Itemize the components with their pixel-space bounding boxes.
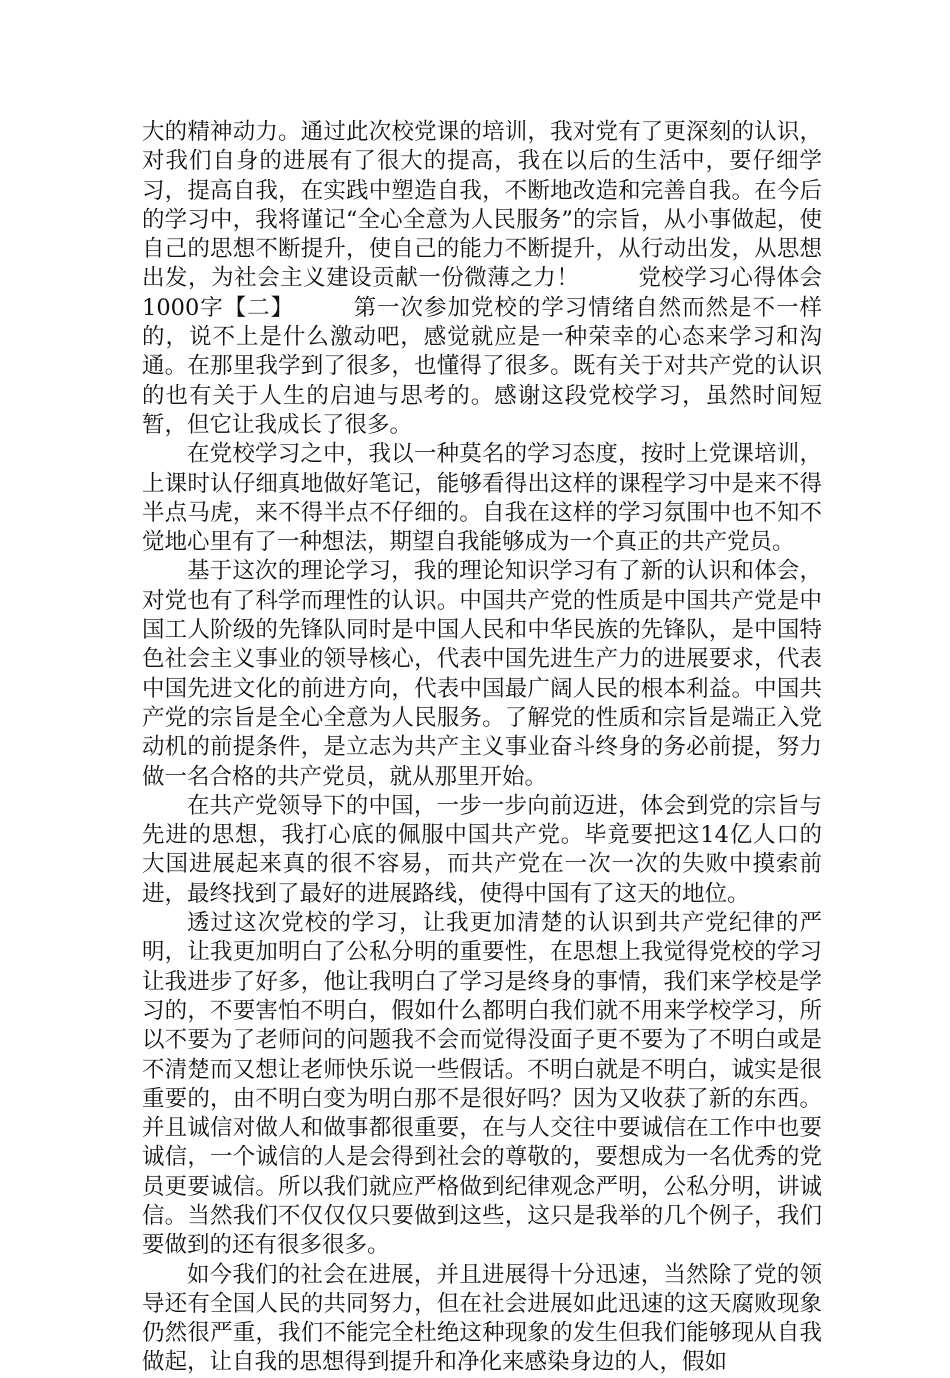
paragraph-6: 如今我们的社会在进展，并且进展得十分迅速，当然除了党的领导还有全国人民的共同努力，但在社会进展如此迅速的这天腐败现象仍然很严重，我们不能完全杜绝这种现象的发生但我们能够现从自我做起，让自我的思想得到提升和净化来感染身边的人，假如 <box>142 1261 822 1376</box>
paragraph-1 <box>142 118 822 440</box>
paragraph-3: 基于这次的理论学习，我的理论知识学习有了新的认识和体会，对党也有了科学而理性的认识。中国共产党的性质是中国共产党是中国工人阶级的先锋队同时是中国人民和中华民族的先锋队，是中国特色社会主义事业的领导核心，代表中国先进生产力的进展要求，代表中国先进文化的前进方向，代表中国最广阔人民的根本利益。中国共产党的宗旨是全心全意为人民服务。了解党的性质和宗旨是端正入党动机的前提条件，是立志为共产主义事业奋斗终身的务必前提，努力做一名合格的共产党员，就从那里开始。 <box>142 558 822 790</box>
paragraph-4: 在共产党领导下的中国，一步一步向前迈进，体会到党的宗旨与先进的思想，我打心底的佩服中国共产党。毕竟要把这14亿人口的大国进展起来真的很不容易，而共产党在一次一次的失败中摸索前进，最终找到了最好的进展路线，使得中国有了这天的地位。 <box>142 792 822 907</box>
paragraph-1-text-a: 大的精神动力。通过此次校党课的培训，我对党有了更深刻的认识，对我们自身的进展有了很大的提高，我在以后的生活中，要仔细学习，提高自我，在实践中塑造自我，不断地改造和完善自我。在今后的学习中，我将谨记“全心全意为人民服务”的宗旨，从小事做起，使自己的思想不断提升，使自己的能力不断提升，从行动出发，从思想出发，为社会主义建设贡献一份微薄之力！ <box>142 119 822 292</box>
section-heading: 党校学习心得体会1000字【二】 <box>142 265 822 321</box>
paragraph-5: 透过这次党校的学习，让我更加清楚的认识到共产党纪律的严明，让我更加明白了公私分明的重要性，在思想上我觉得党校的学习让我进步了好多，他让我明白了学习是终身的事情，我们来学校是学习的，不要害怕不明白，假如什么都明白我们就不用来学校学习，所以不要为了老师问的问题我不会而觉得没面子更不要为了不明白或是不清楚而又想让老师快乐说一些假话。不明白就是不明白，诚实是很重要的，由不明白变为明白那不是很好吗？因为又收获了新的东西。并且诚信对做人和做事都很重要，在与人交往中要诚信在工作中也要诚信，一个诚信的人是会得到社会的尊敬的，要想成为一名优秀的党员更要诚信。所以我们就应严格做到纪律观念严明，公私分明，讲诚信。当然我们不仅仅仅只要做到这些，这只是我举的几个例子，我们要做到的还有很多很多。 <box>142 910 822 1259</box>
paragraph-1-text-b: 第一次参加党校的学习情绪自然而然是不一样的，说不上是什么激动吧，感觉就应是一种荣幸的心态来学习和沟通。在那里我学到了很多，也懂得了很多。既有关于对共产党的认识的也有关于人生的启迪与思考的。感谢这段党校学习，虽然时间短暂，但它让我成长了很多。 <box>142 294 822 438</box>
document-page <box>142 118 822 1378</box>
paragraph-2: 在党校学习之中，我以一种莫名的学习态度，按时上党课培训，上课时认仔细真地做好笔记，能够看得出这样的课程学习中是来不得半点马虎，来不得半点不仔细的。自我在这样的学习氛围中也不知不觉地心里有了一种想法，期望自我能够成为一个真正的共产党员。 <box>142 441 822 556</box>
